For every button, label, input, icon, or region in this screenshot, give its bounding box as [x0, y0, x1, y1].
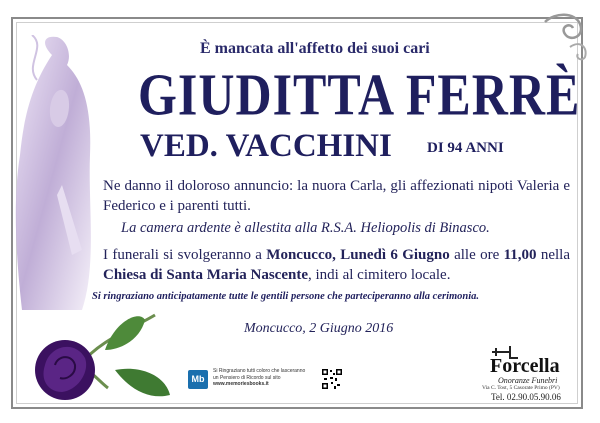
deceased-age: DI 94 ANNI — [427, 140, 504, 156]
memoriesbooks-logo: Mb — [188, 370, 208, 389]
deceased-name: GIUDITTA FERRÈ — [138, 61, 581, 128]
funeral-paragraph: I funerali si svolgeranno a Moncucco, Lunedì 6 Giugno alle ore 11,00 nella Chiesa di Santa Maria Nascente, indi al cimitero locale. — [103, 247, 570, 283]
corner-scroll-ornament — [540, 12, 590, 62]
purple-rose-image — [20, 310, 195, 410]
agency-name: Forcella — [490, 355, 560, 377]
thanks-line: Si ringraziano anticipatamente tutte le gentili persone che parteciperanno alla cerimonia. — [92, 291, 480, 302]
dateline: Moncucco, 2 Giugno 2016 — [244, 321, 394, 336]
memoriesbooks-text: Si Ringraziano tutti coloro che lasceranno un Pensiero di Ricordo sul sito www.memoriesbooks.it — [213, 368, 306, 387]
madonna-image — [12, 35, 107, 310]
header-line: È mancata all'affetto dei suoi cari — [200, 40, 430, 57]
agency-subtitle: Onoranze Funebri — [498, 376, 558, 385]
qr-code — [321, 368, 343, 390]
announcement-paragraph: Ne danno il doloroso annuncio: la nuora Carla, gli affezionati nipoti Valeria e Federico e i parenti tutti. — [103, 178, 570, 214]
agency-phone: Tel. 02.90.05.90.06 — [491, 392, 561, 402]
chapel-paragraph: La camera ardente è allestita alla R.S.A. Heliopolis di Binasco. — [121, 220, 490, 236]
deceased-subname: VED. VACCHINI — [140, 128, 392, 164]
agency-address: Via C. Tost, 5 Casorate Primo (PV) — [482, 385, 560, 391]
